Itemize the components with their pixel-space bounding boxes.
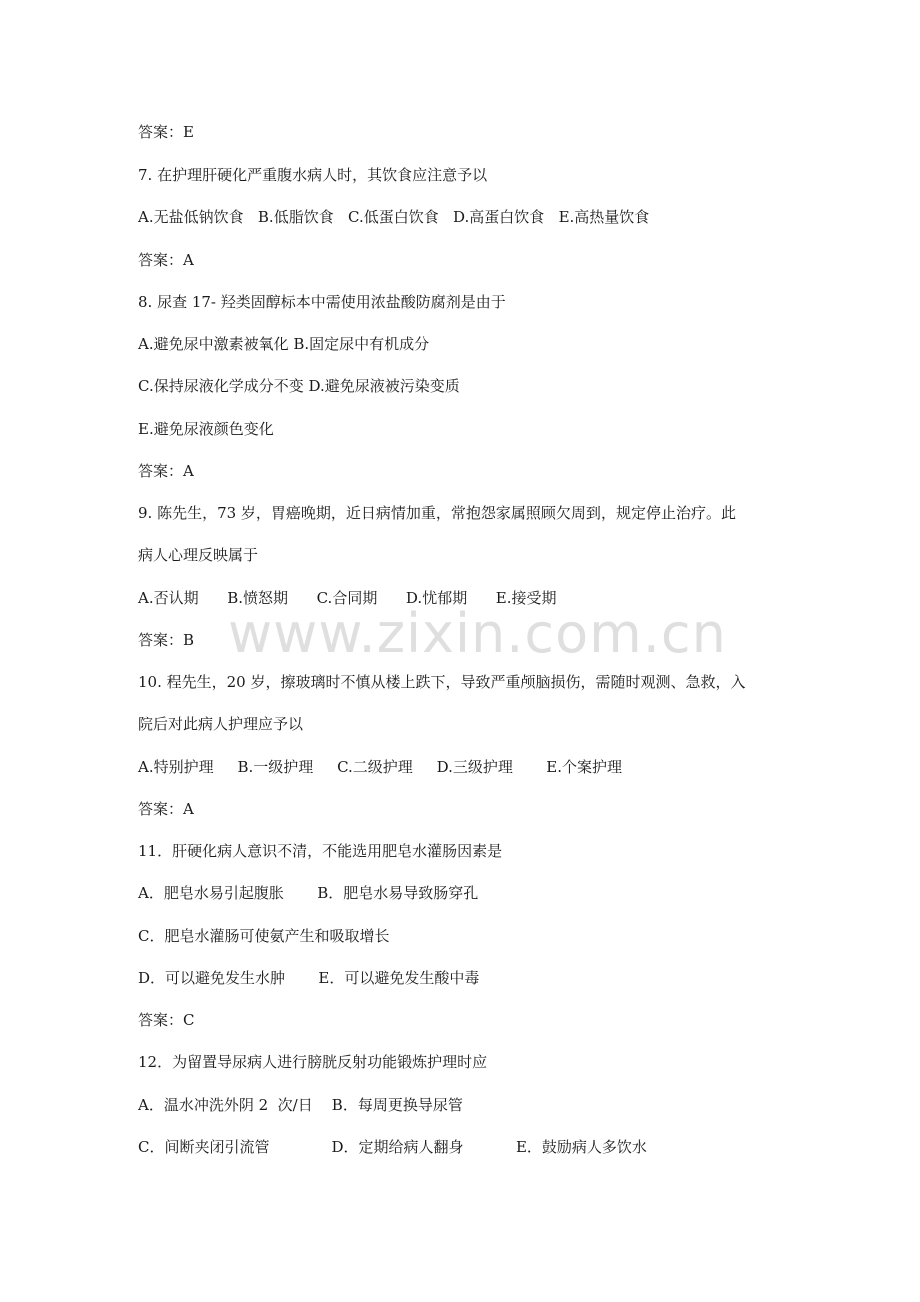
options-line: C.保持尿液化学成分不变 D.避免尿液被污染变质 <box>138 377 460 395</box>
options-line: A.避免尿中激素被氧化 B.固定尿中有机成分 <box>138 335 430 353</box>
options-line: C．肥皂水灌肠可使氨产生和吸取增长 <box>138 927 390 945</box>
question-line: 8. 尿查 17- 羟类固醇标本中需使用浓盐酸防腐剂是由于 <box>138 293 506 311</box>
question-line: 10. 程先生，20 岁，擦玻璃时不慎从楼上跌下，导致严重颅脑损伤，需随时观测、急救，入 <box>138 673 746 691</box>
question-line: 12．为留置导尿病人进行膀胱反射功能锻炼护理时应 <box>138 1053 488 1071</box>
options-line: E.避免尿液颜色变化 <box>138 420 274 438</box>
answer-line: 答案：A <box>138 251 194 269</box>
question-line: 病人心理反映属于 <box>138 546 259 564</box>
answer-line: 答案：C <box>138 1011 195 1029</box>
question-line: 11．肝硬化病人意识不清，不能选用肥皂水灌肠因素是 <box>138 842 503 860</box>
question-line: 院后对此病人护理应予以 <box>138 715 304 733</box>
options-line: A．肥皂水易引起腹胀 B．肥皂水易导致肠穿孔 <box>138 884 479 902</box>
question-line: 9. 陈先生，73 岁，胃癌晚期，近日病情加重，常抱怨家属照顾欠周到，规定停止治疗。此 <box>138 504 736 522</box>
options-line: A.特别护理 B.一级护理 C.二级护理 D.三级护理 E.个案护理 <box>138 758 622 776</box>
options-line: A.无盐低钠饮食 B.低脂饮食 C.低蛋白饮食 D.高蛋白饮食 E.高热量饮食 <box>138 208 650 226</box>
options-line: A.否认期 B.愤怒期 C.合同期 D.忧郁期 E.接受期 <box>138 589 557 607</box>
options-line: C．间断夹闭引流管 D．定期给病人翻身 E．鼓励病人多饮水 <box>138 1138 647 1156</box>
watermark: www.zixin.com.cn <box>228 602 727 665</box>
answer-line: 答案：A <box>138 800 194 818</box>
question-line: 7. 在护理肝硬化严重腹水病人时，其饮食应注意予以 <box>138 166 488 184</box>
answer-line: 答案：A <box>138 462 194 480</box>
answer-line: 答案：E <box>138 123 194 141</box>
options-line: D．可以避免发生水肿 E．可以避免发生酸中毒 <box>138 969 480 987</box>
answer-line: 答案：B <box>138 631 195 649</box>
options-line: A．温水冲洗外阴 2 次/日 B．每周更换导尿管 <box>138 1096 463 1114</box>
